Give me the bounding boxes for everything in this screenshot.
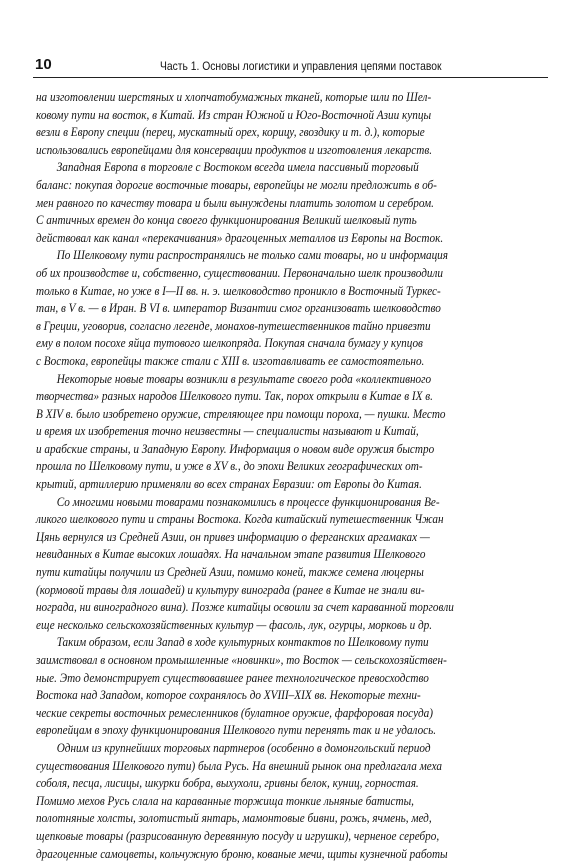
text-line: в Греции, уговорив, согласно легенде, монахов-путешественников тайно привезти <box>36 317 431 333</box>
text-line: заимствовал в основном промышленные «новинки», то Восток — сельскохозяйствен- <box>36 652 447 667</box>
text-line: с Востока, европейцы также стали с XIII в. изготавливать ее самостоятельно. <box>36 352 425 368</box>
text-line: и арабские страны, и Западную Европу. Информация о новом виде оружия быстро <box>36 440 435 456</box>
text-line: драгоценные самоцветы, кольчужную броню, кованые мечи, щиты кузнечной работы <box>36 845 448 861</box>
text-line: С античных времен до конца своего функционирования Великий шелковый путь <box>36 212 417 228</box>
text-line: использовались европейцами для консервации продуктов и изготовления лекарств. <box>36 141 433 157</box>
text-line: Таким образом, если Запад в ходе культурных контактов по Шелковому пути <box>56 634 429 650</box>
text-line: ликого шелкового пути и страны Востока. Когда китайский путешественник Чжан <box>36 511 444 527</box>
text-line: Одним из крупнейших торговых партнеров (особенно в домонгольский период <box>56 739 431 755</box>
text-line: полотняные холсты, золотистый янтарь, мамонтовые бивни, рожь, ячмень, мед, <box>36 810 432 826</box>
text-line: пути китайцы получили из Средней Азии, помимо коней, также семена люцерны <box>36 564 424 580</box>
text-line: ему в полом посохе яйца тутового шелкопряда. Покупая сначала бумагу у купцов <box>36 335 423 351</box>
text-line: прошла по Шелковому пути, и уже в XV в., до эпохи Великих географических от- <box>36 458 423 474</box>
text-line: Некоторые новые товары возникли в результате своего рода «коллективного <box>56 370 432 386</box>
text-line: европейцам в эпоху функционирования Шелкового пути перенять так и не удалось. <box>36 722 437 738</box>
text-line: (кормовой травы для лошадей) и культуру винограда (ранее в Китае не знали ви- <box>36 581 425 597</box>
text-line: везли в Европу специи (перец, мускатный орех, корицу, гвоздику и т. д.), которые <box>36 124 425 140</box>
text-line: действовал как канал «перекачивания» драгоценных металлов из Европы на Восток. <box>36 229 444 245</box>
text-line: творчества» разных народов Шелкового пути. Так, порох открыли в Китае в IX в. <box>36 388 433 404</box>
page-header <box>33 55 548 78</box>
text-line: В XIV в. было изобретено оружие, стреляющее при помощи пороха, — пушки. Место <box>36 405 446 421</box>
page-number: 10 <box>35 56 52 73</box>
text-line: Помимо мехов Русь слала на караванные торжища тонкие льняные батисты, <box>36 792 414 808</box>
text-line: ные. Это демонстрирует существовавшее ранее технологическое превосходство <box>36 669 429 685</box>
text-line: об их производстве и, собственно, существовании. Первоначально шелк производили <box>36 264 443 280</box>
text-line: мен равного по качеству товара и были вынуждены платить золотом и серебром. <box>36 194 434 210</box>
text-line: еще несколько сельскохозяйственных культур — фасоль, лук, огурцы, морковь и др. <box>36 616 433 632</box>
text-line: невиданных в Китае высоких лошадях. На начальном этапе развития Шелкового <box>36 546 426 562</box>
text-line: нограда, ни виноградного вина). Позже китайцы освоили за счет караванной торговли <box>36 599 454 615</box>
text-line: ческие секреты восточных ремесленников (булатное оружие, фарфоровая посуда) <box>36 704 434 720</box>
text-line: крытий, артиллерию применяли во всех странах Евразии: от Европы до Китая. <box>36 476 422 492</box>
text-line: Цянь вернулся из Средней Азии, он привез информацию о ферганских аргамаках — <box>36 528 430 544</box>
text-line: и время их изобретения точно неизвестны — специалисты называют и Китай, <box>36 423 419 439</box>
text-line: Западная Европа в торговле с Востоком всегда имела пассивный торговый <box>56 159 419 175</box>
text-line: тан, в V в. — в Иран. В VI в. император Византии смог организовать шелководство <box>36 300 441 316</box>
text-line: Со многими новыми товарами познакомились в процессе функционирования Ве- <box>56 493 440 509</box>
text-line: баланс: покупая дорогие восточные товары, европейцы не могли предложить в об- <box>36 176 437 192</box>
text-line: существования Шелкового пути) была Русь. На внешний рынок она предлагала меха <box>36 757 443 773</box>
text-line: щепковые товары (разрисованную деревянную посуду и игрушки), черненое серебро, <box>36 827 440 843</box>
body-text <box>36 88 546 862</box>
text-line: на изготовлении шерстяных и хлопчатобумажных тканей, которые шли по Шел- <box>36 89 432 104</box>
text-line: только в Китае, но уже в I—II вв. н. э. шелководство проникло в Восточный Туркес- <box>36 282 441 298</box>
running-title: Часть 1. Основы логистики и управления цепями поставок <box>160 59 442 73</box>
text-line: Востока над Западом, которое сохранялось до XVIII–XIX вв. Некоторые техни- <box>36 687 421 703</box>
text-line: По Шелковому пути распространялись не только сами товары, но и информация <box>56 247 448 263</box>
text-line: ковому пути на восток, в Китай. Из стран Южной и Юго-Восточной Азии купцы <box>36 106 432 122</box>
text-line: соболя, песца, лисицы, шкурки бобра, выхухоли, гривны белок, куниц, горностая. <box>36 775 419 791</box>
